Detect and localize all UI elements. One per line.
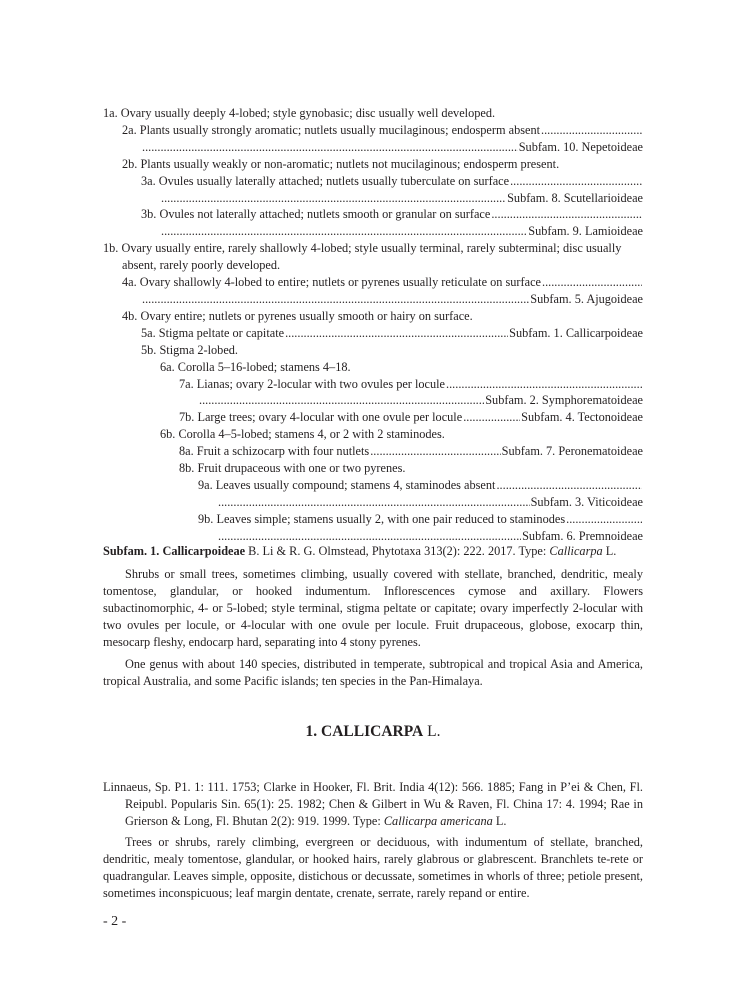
key-result-3b: ..... Subfam. 9. Lamioideae	[103, 223, 643, 240]
key-couplet-4a: 4a. Ovary shallowly 4-lobed to entire; nutlets or pyrenes usually reticulate on surface .....	[103, 274, 643, 291]
leader-dots	[491, 206, 642, 223]
key-couplet-6a: 6a. Corolla 5–16-lobed; stamens 4–18.	[160, 359, 351, 374]
key-couplet-2a: 2a. Plants usually strongly aromatic; nutlets usually mucilaginous; endosperm absent .....	[103, 122, 643, 139]
key-result-9b: ..... Subfam. 6. Premnoideae	[103, 528, 643, 545]
leader-dots	[370, 443, 500, 460]
key-couplet-1a: 1a. Ovary usually deeply 4-lobed; style gynobasic; disc usually well developed.	[103, 106, 496, 120]
subfamily-distribution: One genus with about 140 species, distributed in temperate, subtropical and tropical Asia and America, tropical Australia, and some Pacific islands; ten species in the Pan-Himalaya.	[103, 657, 643, 689]
subfamily-section	[103, 543, 643, 690]
key-couplet-7a: 7a. Lianas; ovary 2-locular with two ovules per locule .....	[103, 376, 643, 393]
key-result-7a: ..... Subfam. 2. Symphorematoideae	[103, 392, 643, 409]
leader-dots	[510, 173, 642, 190]
key-couplet-5b: 5b. Stigma 2-lobed.	[141, 342, 239, 357]
key-couplet-3b: 3b. Ovules not laterally attached; nutlets smooth or granular on surface .....	[103, 206, 643, 223]
key-couplet-3a: 3a. Ovules usually laterally attached; nutlets usually tuberculate on surface .....	[103, 173, 643, 190]
key-result-9a: ..... Subfam. 3. Viticoideae	[103, 494, 643, 511]
key-couplet-5a: 5a. Stigma peltate or capitate ..... Subfam. 1. Callicarpoideae	[103, 325, 643, 342]
page-number: - 2 -	[103, 914, 127, 929]
key-couplet-8b: 8b. Fruit drupaceous with one or two pyrenes.	[179, 461, 406, 476]
genus-title: 1. CALLICARPA L.	[305, 723, 441, 740]
leader-dots	[542, 274, 642, 291]
key-couplet-8a: 8a. Fruit a schizocarp with four nutlets ..... Subfam. 7. Peronematoideae	[103, 443, 643, 460]
leader-dots	[285, 325, 508, 342]
genus-description: Trees or shrubs, rarely climbing, evergreen or deciduous, with indumentum of stellate, branched, dendritic, mealy tomentose, glandular, or hooked hairs, rarely glabrous or glabrescent. Branchlets te-rete or quadrangular. Leaves simple, opposite, distichous or decussate, sometimes in whorls of three; petiole present, sometimes inconspicuous; leaf margin dentate, crenate, serrate, rarely repand or entire.	[103, 835, 643, 900]
leader-dots	[199, 392, 484, 409]
leader-dots	[496, 477, 642, 494]
key-couplet-9a: 9a. Leaves usually compound; stamens 4, staminodes absent .....	[103, 477, 643, 494]
leader-dots	[161, 190, 506, 207]
subfamily-heading: Subfam. 1. Callicarpoideae B. Li & R. G. Olmstead, Phytotaxa 313(2): 222. 2017. Type: Callicarpa L.	[103, 544, 617, 558]
leader-dots	[566, 511, 642, 528]
key-result-4a: ..... Subfam. 5. Ajugoideae	[103, 291, 643, 308]
leader-dots	[161, 223, 527, 240]
leader-dots	[463, 409, 520, 426]
leader-dots	[218, 494, 530, 511]
leader-dots	[541, 122, 642, 139]
key-couplet-9b: 9b. Leaves simple; stamens usually 2, with one pair reduced to staminodes .....	[103, 511, 643, 528]
key-couplet-2b: 2b. Plants usually weakly or non-aromatic; nutlets not mucilaginous; endosperm present.	[122, 156, 560, 171]
key-couplet-4b: 4b. Ovary entire; nutlets or pyrenes usually smooth or hairy on surface.	[122, 308, 473, 323]
key-couplet-6b: 6b. Corolla 4–5-lobed; stamens 4, or 2 with 2 staminodes.	[160, 427, 445, 442]
leader-dots	[446, 376, 642, 393]
leader-dots	[142, 139, 518, 156]
identification-key	[103, 105, 643, 545]
key-result-2a: ..... Subfam. 10. Nepetoideae	[103, 139, 643, 156]
leader-dots	[142, 291, 529, 308]
key-couplet-1b: 1b. Ovary usually entire, rarely shallowly 4-lobed; style usually terminal, rarely subterminal; disc usually absent, rarely poorly developed.	[103, 241, 622, 273]
genus-references: Linnaeus, Sp. P1. 1: 111. 1753; Clarke in Hooker, Fl. Brit. India 4(12): 566. 1885; Fang in P’ei & Chen, Fl. Reipubl. Popularis Sin. 65(1): 25. 1982; Chen & Gilbert in Wu & Raven, Fl. China 17: 4. 1994; Rae in Grierson & Long, Fl. Bhutan 2(2): 919. 1999. Type: Callicarpa americana L.	[103, 780, 643, 828]
key-result-3a: ..... Subfam. 8. Scutellarioideae	[103, 190, 643, 207]
key-couplet-7b: 7b. Large trees; ovary 4-locular with one ovule per locule ..... Subfam. 4. Tectonoideae	[103, 409, 643, 426]
subfamily-description: Shrubs or small trees, sometimes climbing, usually covered with stellate, branched, dendritic, mealy tomentose, glandular, or hooked indumentum. Inflorescences cymose and axillary. Flowers subactinomorphic, 4- or 5-lobed; style terminal, stigma peltate or capitate; ovary imperfectly 2-locular with two ovules per locule, or 4-locular with one ovule per locule. Fruit drupaceous, globose, exocarp thin, mesocarp fleshy, endocarp hard, separating into 4 stony pyrenes.	[103, 566, 643, 649]
